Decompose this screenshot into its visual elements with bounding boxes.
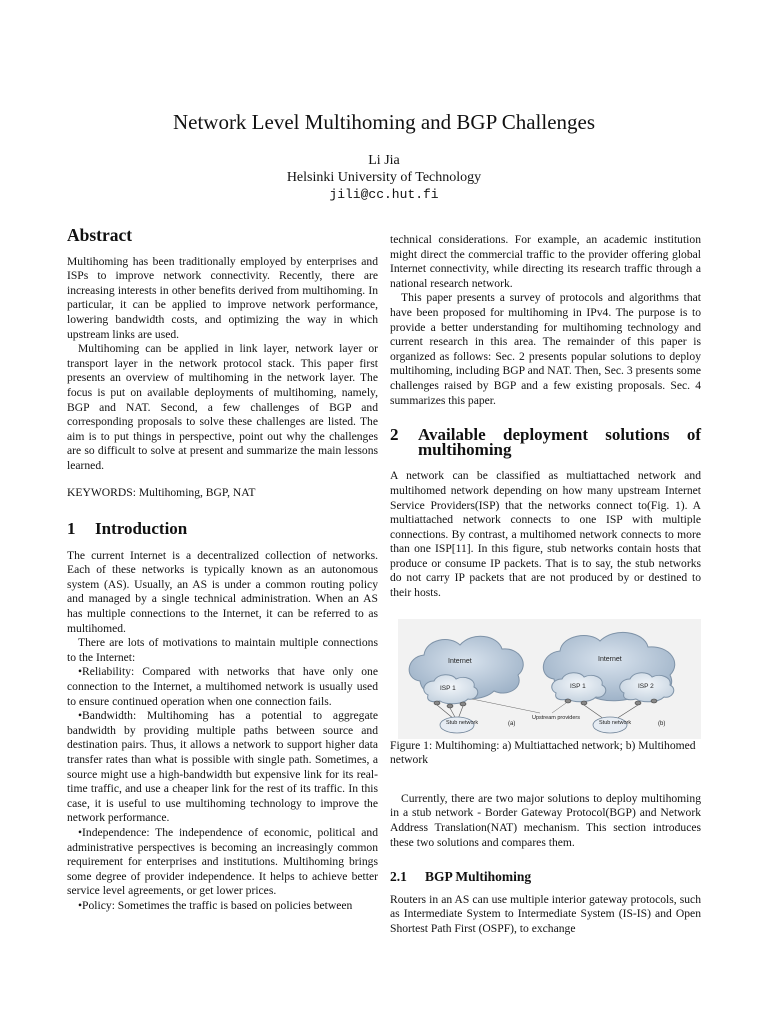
abstract-heading: Abstract: [67, 225, 133, 245]
author-affiliation: Helsinki University of Technology: [286, 170, 482, 185]
intro-paragraph: The current Internet is a decentralized collection of networks. Each of these networks is typically known as an autonomous system (AS). Usually, an AS is under a common routing policy and managed by a single technical administration. When an AS has multiple connections to the Internet, it can be referred to as multihomed.: [67, 548, 378, 635]
section2-paragraph: A network can be classified as multiattached network and multihomed network depending on how many upstream Internet Service Providers(ISP) that the networks connect to(Fig. 1). A multiattached network connects to one ISP with multiple connections. By contrast, a multihomed network connects to more than one ISP[11]. In this figure, stub networks contain hosts that produce or consume IP packets. That is to say, the stub networks do not carry IP packets that are not produced by or destined to their hosts.: [390, 469, 701, 600]
right-column: [390, 233, 701, 937]
label-internet-a: Internet: [448, 657, 472, 665]
subsection-heading-bgp: [390, 870, 701, 885]
author-name: Li Jia: [368, 153, 400, 168]
label-internet-b: Internet: [598, 655, 622, 663]
label-isp1-b: ISP 1: [570, 682, 586, 690]
figure-multihoming: [390, 619, 701, 739]
section-number: 1: [67, 519, 76, 539]
section-title: Introduction: [95, 519, 188, 539]
section-number: 2: [390, 425, 399, 445]
keywords: KEYWORDS: Multihoming, BGP, NAT: [67, 485, 256, 499]
intro-survey-paragraph: This paper presents a survey of protocols and algorithms that have been proposed for multihoming in IPv4. The purpose is to provide a better understanding for multihoming technology and current research in this area. The remainder of this paper is organized as follows: Sec. 2 presents popular solutions to deploy multihoming, including BGP and NAT. Then, Sec. 3 presents some challenges raised by BGP and a few existing proposals. Sec. 4 summarizes this paper.: [390, 291, 701, 407]
section-heading-introduction: [67, 519, 378, 539]
abstract-paragraph: Multihoming has been traditionally employed by enterprises and ISPs to improve network connectivity. Recently, there are increasing interests in other benefits derived from multihoming. In particular, it can be applied to improve network performance, lowering bandwidth costs, and optimizing the way in which upstream links are used.: [67, 254, 378, 341]
left-column: [67, 225, 378, 914]
paper-title: Network Level Multihoming and BGP Challenges: [172, 110, 596, 134]
section-heading-deployment: [390, 425, 701, 459]
bgp-paragraph: Routers in an AS can use multiple interior gateway protocols, such as Intermediate System to Intermediate System (IS-IS) and Open Shortest Path First (OSPF), to exchange: [390, 892, 701, 935]
intro-paragraph: There are lots of motivations to maintain multiple connections to the Internet:: [67, 636, 378, 664]
section-title: Available deployment solutions of multihoming: [418, 425, 701, 459]
label-isp2-b: ISP 2: [638, 682, 654, 690]
intro-bullet-independence: •Independence: The independence of economic, political and administrative perspectives is becoming an increasingly common requirement for enterprises and institutions. Multihoming brings some degree of provider independence. It helps to achieve better service level agreements, or get lower prices.: [67, 825, 378, 898]
intro-bullet-policy: •Policy: Sometimes the traffic is based on policies between: [78, 898, 353, 912]
label-stub-b: Stub network: [599, 719, 632, 726]
subsection-title: BGP Multihoming: [425, 869, 532, 885]
figure-caption: Figure 1: Multihoming: a) Multiattached network; b) Multihomed network: [390, 738, 696, 767]
label-tag-a: (a): [508, 720, 516, 727]
intro-continuation: technical considerations. For example, an academic institution might direct the commercial traffic to the provider offering global Internet connectivity, while directing its research traffic through a national research network.: [390, 233, 701, 290]
label-stub-a: Stub network: [446, 719, 479, 726]
label-isp1-a: ISP 1: [440, 684, 456, 692]
subsection-number: 2.1: [390, 869, 407, 885]
figure-diagram: [390, 619, 701, 739]
author-block: [0, 152, 768, 203]
abstract-paragraph: Multihoming can be applied in link layer, network layer or transport layer in the network protocol stack. This paper first presents an overview of multihoming in the network layer. The focus is put on available deployments of multihoming, namely, BGP and NAT. Second, a few challenges of BGP and corresponding proposals to solve these challenges are listed. The aim is to put things in perspective, point out why the challenges are so difficult to solve at present and summarize the main lessons learned.: [67, 342, 378, 472]
intro-bullet-reliability: •Reliability: Compared with networks that have only one connection to the Internet, a multihomed network is usually used to ensure continued operation when one connection fails.: [67, 665, 378, 708]
section2-solutions-paragraph: Currently, there are two major solutions to deploy multihoming in a stub network - Border Gateway Protocol(BGP) and Network Address Translation(NAT) mechanism. This section introduces these two solutions and compares them.: [390, 791, 701, 849]
label-upstream: Upstream providers: [532, 714, 580, 721]
author-email: jili@cc.hut.fi: [329, 187, 439, 202]
label-tag-b: (b): [658, 720, 666, 727]
intro-bullet-bandwidth: •Bandwidth: Multihoming has a potential to aggregate bandwidth by providing multiple paths between source and destination pairs. Thus, it allows a network to support higher data transfer rates than what is possible with single path. Sometimes, a source might use a high-bandwidth but expensive link for its real-time traffic, and use a cheaper link for the rest of its traffic. In this case, it is useful to use multihoming technology to improve the network performance.: [67, 709, 378, 825]
